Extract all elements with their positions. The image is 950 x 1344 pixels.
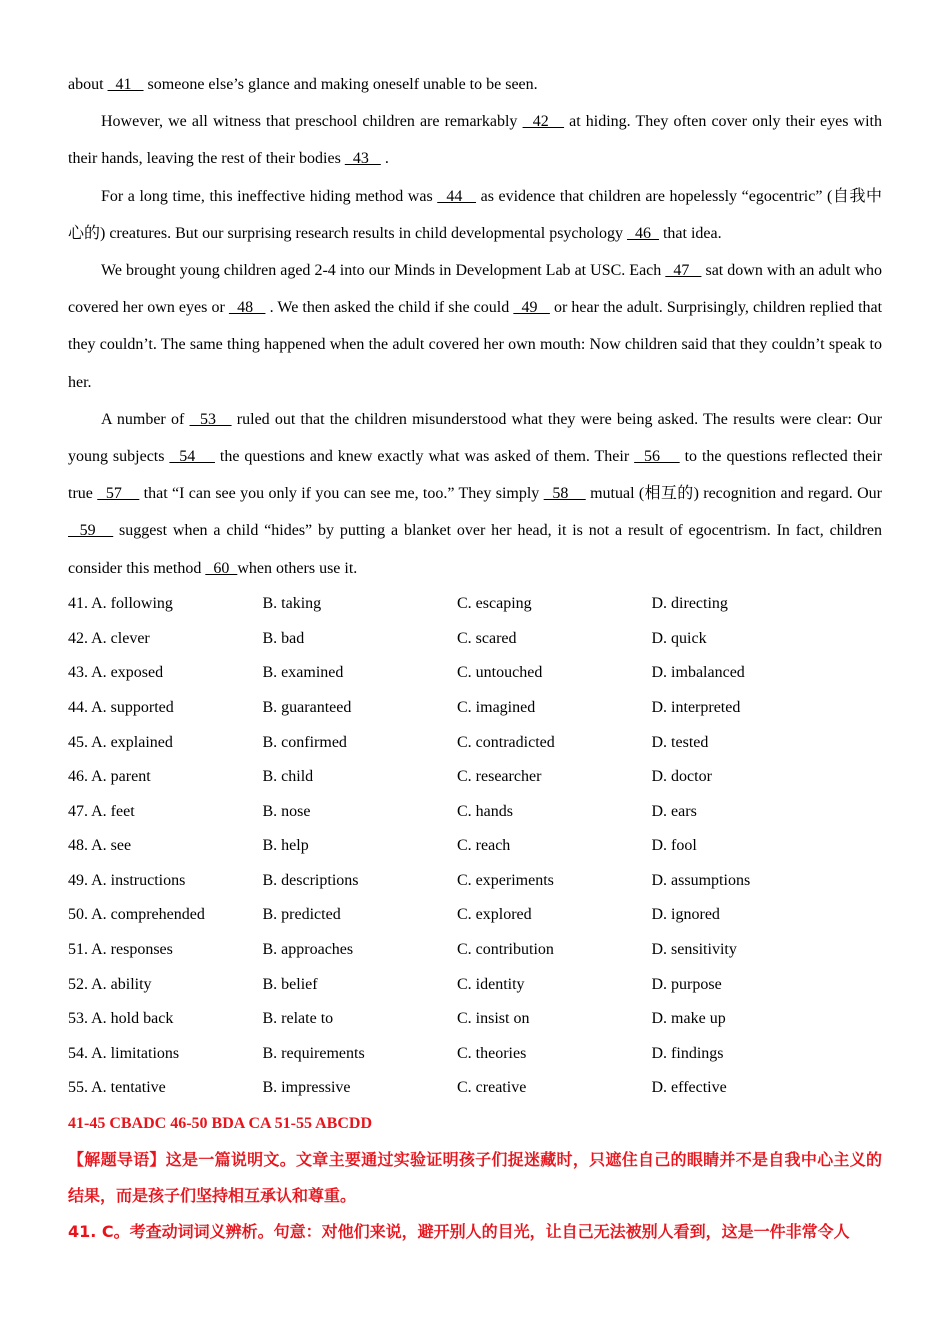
answer-blank: 57 [97, 485, 140, 503]
option-choice: C. scared [457, 629, 517, 647]
answer-blank: 41 [107, 76, 144, 93]
option-row [68, 898, 882, 933]
option-row [68, 933, 882, 968]
answer-blank: 48 [228, 299, 266, 317]
passage-paragraph [68, 66, 882, 103]
option-choice: 42. A. clever [68, 629, 150, 647]
option-row [68, 794, 882, 829]
option-choice: B. taking [262, 595, 322, 613]
options-list [68, 587, 882, 1106]
option-choice: 55. A. tentative [68, 1079, 166, 1097]
answer-blank: 46 [626, 224, 659, 242]
option-choice: B. help [262, 837, 309, 855]
option-choice: 41. A. following [68, 595, 173, 613]
option-choice: D. findings [651, 1044, 724, 1062]
option-row [68, 621, 882, 656]
passage [68, 66, 882, 587]
passage-text: suggest when a child “hides” by putting a blanket over her head, it is not a result of egocentrism. In fact, children consider this method [68, 522, 882, 577]
option-choice: B. belief [262, 975, 318, 993]
option-choice: D. imbalanced [651, 664, 745, 682]
option-choice: B. confirmed [262, 733, 347, 751]
option-choice: B. bad [262, 629, 305, 647]
option-choice: 52. A. ability [68, 975, 152, 993]
answer-blank: 43 [344, 150, 381, 168]
option-row [68, 691, 882, 726]
passage-text: when others use it. [237, 559, 358, 577]
answer-blank: 58 [543, 485, 586, 503]
option-choice: D. ignored [651, 906, 720, 924]
option-choice: C. theories [457, 1044, 527, 1062]
passage-text: at hiding. They often cover only their eyes with their hands, leaving the rest of their bodies [68, 113, 883, 168]
answer-blank: 60 [205, 559, 238, 577]
option-row [68, 1071, 882, 1106]
option-row [68, 587, 882, 622]
answer-blank: 56 [634, 448, 680, 466]
option-choice: 51. A. responses [68, 941, 173, 959]
answer-blank: 53 [189, 410, 232, 428]
answer-blank: 47 [665, 262, 702, 280]
answer-key: 41-45 CBADC 46-50 BDA CA 51-55 ABCDD [68, 1114, 373, 1132]
option-choice: C. contribution [457, 941, 554, 959]
option-choice: B. descriptions [262, 871, 359, 889]
option-choice: B. nose [262, 802, 311, 820]
passage-text: For a long time, this ineffective hiding method was [101, 187, 438, 205]
option-choice: C. creative [457, 1079, 527, 1097]
passage-text: . We then asked the child if she could [265, 299, 514, 317]
passage-paragraph [68, 178, 882, 252]
option-choice: C. reach [457, 837, 511, 855]
option-choice: D. interpreted [651, 698, 741, 716]
option-choice: C. explored [457, 906, 532, 924]
option-choice: 47. A. feet [68, 802, 135, 820]
option-choice: C. identity [457, 975, 525, 993]
option-choice: D. ears [651, 802, 697, 820]
option-choice: B. guaranteed [262, 698, 352, 716]
passage-text: that “I can see you only if you can see me, too.” They simply [139, 485, 544, 503]
option-row [68, 829, 882, 864]
passage-text: mutual (相互的) recognition and regard. Our [585, 485, 883, 503]
passage-text: However, we all witness that preschool children are remarkably [101, 113, 523, 131]
passage-text: as evidence that children are hopelessly “egocentric” (自我中心的) creatures. But our surprising research results in child developmental psychology [68, 187, 882, 242]
passage-text: someone else’s glance and making oneself unable to be seen. [143, 76, 538, 93]
option-choice: 50. A. comprehended [68, 906, 205, 924]
option-choice: D. fool [651, 837, 697, 855]
option-row [68, 864, 882, 899]
option-row [68, 1002, 882, 1037]
option-choice: 54. A. limitations [68, 1044, 180, 1062]
passage-text: We brought young children aged 2-4 into our Minds in Development Lab at USC. Each [101, 262, 666, 280]
option-choice: B. examined [262, 664, 344, 682]
option-choice: B. relate to [262, 1010, 334, 1028]
passage-text: . [380, 150, 389, 168]
passage-paragraph [68, 401, 882, 587]
passage-paragraph [68, 252, 882, 401]
option-row [68, 760, 882, 795]
option-choice: B. child [262, 768, 314, 786]
option-choice: C. contradicted [457, 733, 555, 751]
answer-blank: 49 [513, 299, 550, 317]
option-choice: D. tested [651, 733, 709, 751]
passage-paragraph [68, 103, 882, 177]
option-choice: B. impressive [262, 1079, 351, 1097]
q41-explanation: 41. C。考查动词词义辨析。句意：对他们来说，避开别人的目光，让自己无法被别人看到，这是一件非常令人 [68, 1221, 850, 1241]
passage-text: or hear the adult. Surprisingly, children replied that they couldn’t. The same thing happened when the adult covered her own mouth: Now children said that they couldn’t speak to her. [68, 299, 883, 391]
option-choice: 48. A. see [68, 837, 132, 855]
answer-blank: 42 [522, 113, 565, 131]
option-choice: C. researcher [457, 768, 542, 786]
option-choice: C. escaping [457, 595, 532, 613]
option-choice: 53. A. hold back [68, 1010, 174, 1028]
option-choice: 44. A. supported [68, 698, 174, 716]
option-choice: C. insist on [457, 1010, 530, 1028]
option-choice: C. untouched [457, 664, 543, 682]
option-row [68, 967, 882, 1002]
option-row [68, 725, 882, 760]
option-choice: D. doctor [651, 768, 712, 786]
option-choice: C. imagined [457, 698, 536, 716]
option-choice: 45. A. explained [68, 733, 173, 751]
option-choice: D. sensitivity [651, 941, 737, 959]
option-choice: B. predicted [262, 906, 341, 924]
option-choice: D. make up [651, 1010, 726, 1028]
option-choice: D. effective [651, 1079, 727, 1097]
passage-text: sat down with an adult who covered her own eyes or [68, 262, 883, 317]
passage-text: the questions and knew exactly what was asked of them. Their [214, 448, 635, 466]
option-choice: D. assumptions [651, 871, 751, 889]
option-choice: C. hands [457, 802, 513, 820]
passage-text: about [68, 76, 108, 93]
passage-text: to the questions reflected their true [68, 448, 883, 503]
option-choice: D. purpose [651, 975, 722, 993]
option-row [68, 656, 882, 691]
option-choice: D. directing [651, 595, 728, 613]
option-choice: B. requirements [262, 1044, 365, 1062]
option-choice: 46. A. parent [68, 768, 151, 786]
option-choice: C. experiments [457, 871, 554, 889]
option-row [68, 1037, 882, 1072]
option-choice: D. quick [651, 629, 707, 647]
option-choice: B. approaches [262, 941, 354, 959]
passage-text: ruled out that the children misunderstood what they were being asked. The results were clear: Our young subjects [68, 410, 883, 466]
answer-blank: 54 [169, 448, 215, 466]
guide-text: 【解题导语】这是一篇说明文。文章主要通过实验证明孩子们捉迷藏时，只遮住自己的眼睛并不是自我中心主义的结果，而是孩子们坚持相互承认和尊重。 [68, 1149, 882, 1205]
passage-text: that idea. [658, 224, 722, 242]
answer-blank: 59 [68, 522, 114, 540]
option-choice: 43. A. exposed [68, 664, 164, 682]
option-choice: 49. A. instructions [68, 871, 186, 889]
answer-blank: 44 [437, 187, 477, 205]
document-page [68, 66, 882, 1250]
passage-text: A number of [101, 410, 190, 428]
